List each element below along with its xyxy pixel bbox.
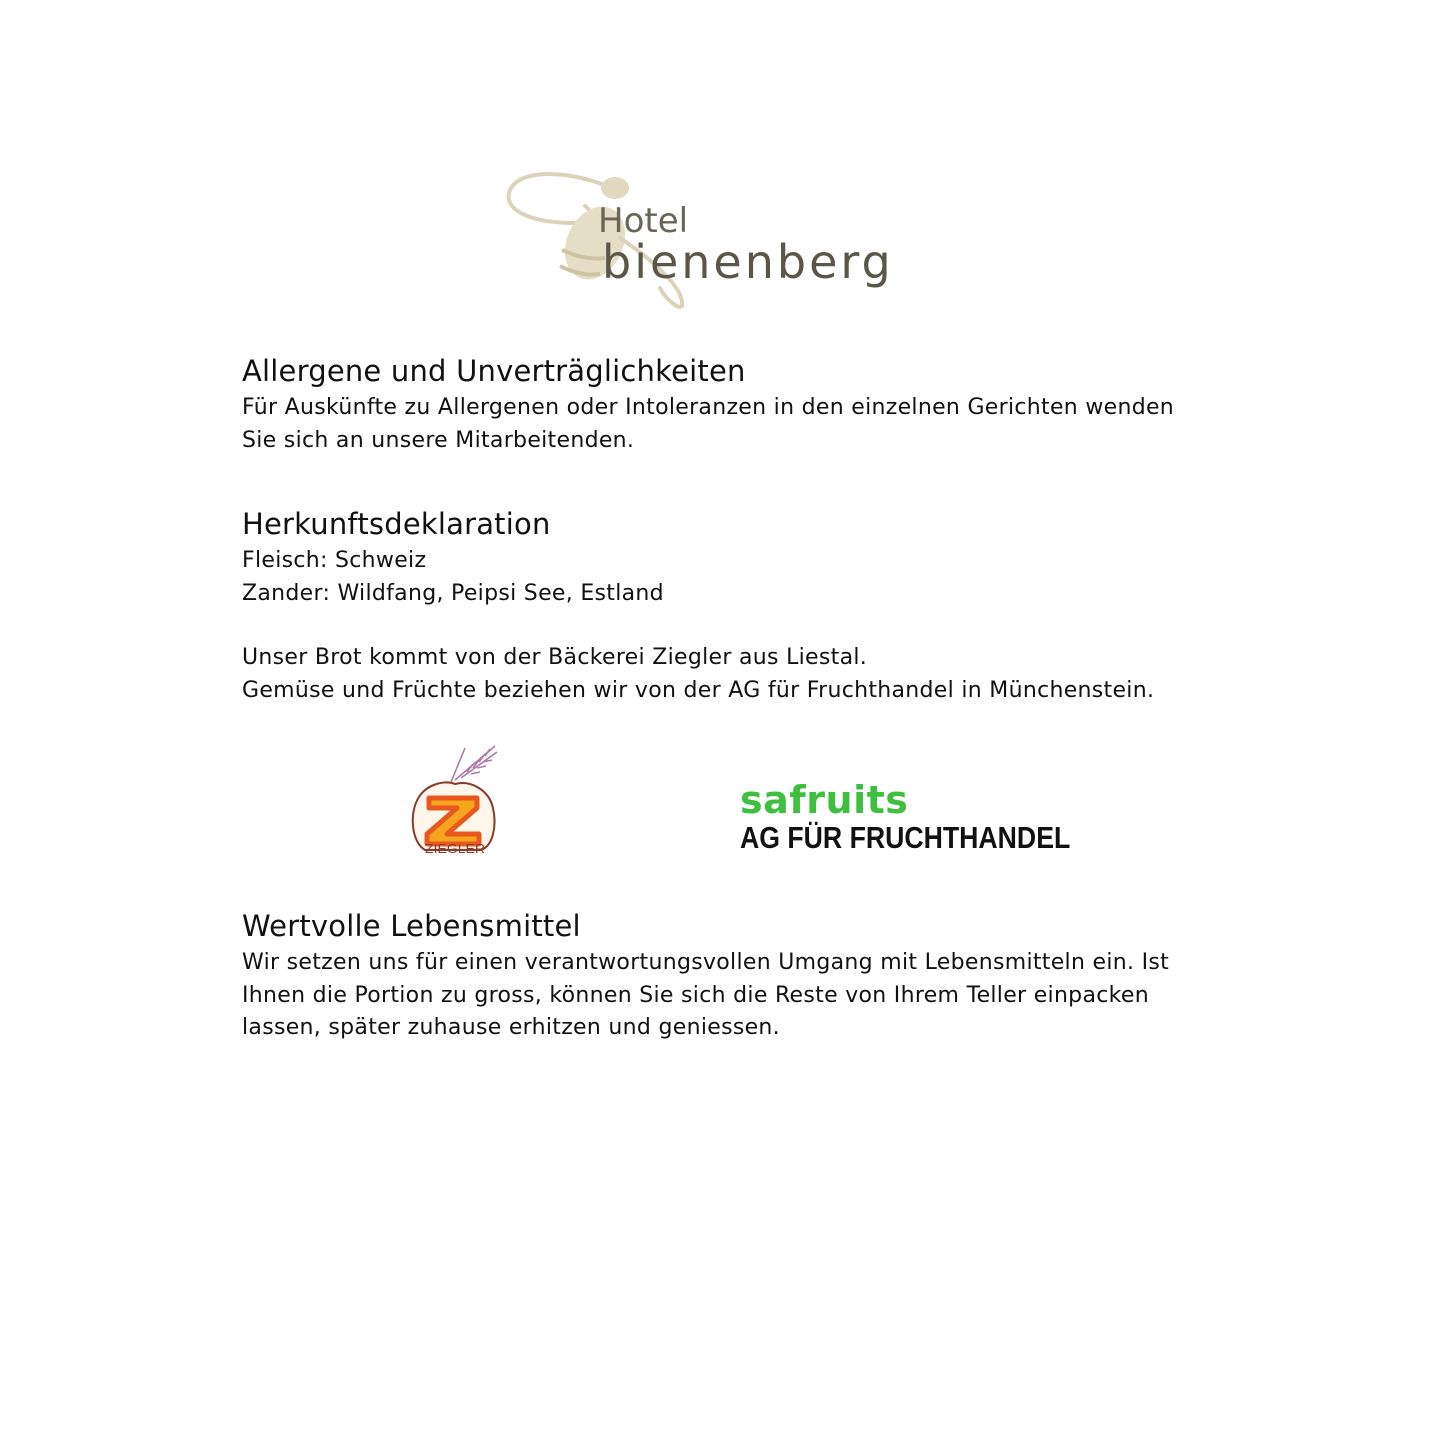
allergens-line-2: Sie sich an unsere Mitarbeitenden.	[242, 427, 635, 453]
allergens-title: Allergene und Unverträglichkeiten	[242, 354, 746, 388]
origin-line-meat: Fleisch: Schweiz	[242, 548, 427, 573]
origin-title: Herkunftsdeklaration	[242, 507, 551, 541]
safruits-subtitle: AG FÜR FRUCHTHANDEL	[740, 820, 1071, 855]
supplier-line-bread: Unser Brot kommt von der Bäckerei Ziegler aus Liestal.	[242, 645, 868, 670]
ziegler-label: ZIEGLER	[425, 841, 485, 856]
wheat-icon	[451, 746, 497, 782]
hotel-logo-line1: Hotel	[598, 201, 689, 241]
food-line-3: lassen, später zuhause erhitzen und geniessen.	[242, 1015, 780, 1040]
supplier-line-produce: Gemüse und Früchte beziehen wir von der AG für Fruchthandel in Münchenstein.	[242, 677, 1155, 703]
food-line-2: Ihnen die Portion zu gross, können Sie sich die Reste von Ihrem Teller einpacken	[242, 982, 1149, 1008]
ziegler-logo	[405, 742, 505, 857]
hotel-logo-line2: bienenberg	[602, 235, 894, 289]
food-title: Wertvolle Lebensmittel	[242, 909, 581, 943]
hotel-bienenberg-logo	[500, 168, 960, 313]
origin-line-fish: Zander: Wildfang, Peipsi See, Estland	[242, 580, 664, 606]
food-section	[242, 905, 1222, 1045]
food-line-1: Wir setzen uns für einen verantwortungsvollen Umgang mit Lebensmitteln ein. Ist	[242, 950, 1170, 975]
safruits-logo	[740, 778, 1071, 860]
partner-logos	[0, 742, 1453, 862]
info-content	[242, 350, 1222, 707]
bee-icon	[500, 168, 960, 313]
safruits-name: safruits	[740, 778, 909, 822]
allergens-line-1: Für Auskünfte zu Allergenen oder Intoleranzen in den einzelnen Gerichten wenden	[242, 395, 1175, 420]
